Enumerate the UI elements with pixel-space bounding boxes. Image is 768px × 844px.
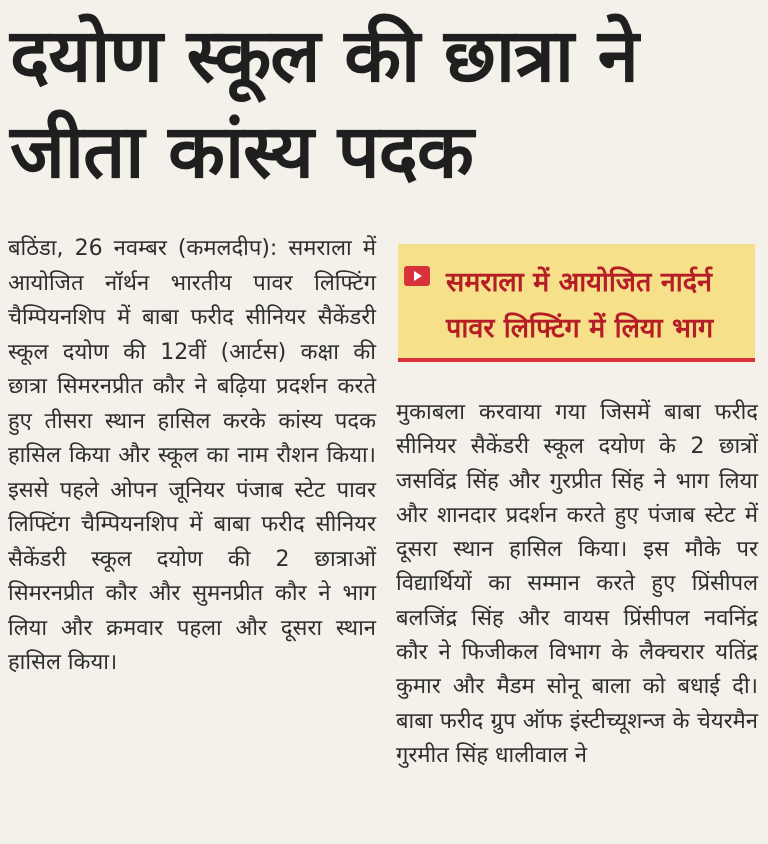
callout-line-1: समराला में आयोजित नार्दर्न (446, 267, 713, 298)
headline: दयोण स्कूल की छात्रा ने जीता कांस्य पदक (10, 13, 638, 195)
article-column-right (396, 396, 758, 773)
callout-box (398, 244, 755, 362)
callout-line-2: पावर लिफ्टिंग में लिया भाग (446, 313, 714, 344)
article-column-left (8, 232, 376, 681)
article-right-text: मुकाबला करवाया गया जिसमें बाबा फरीद सीनियर सैकेंडरी स्कूल दयोण के 2 छात्रों जसविंद्र सिंह और गुरप्रीत सिंह ने भाग लिया और शानदार प्रदर्शन करते हुए पंजाब स्टेट में दूसरा स्थान हासिल किया। इस मौके पर विद्यार्थियों का सम्मान करते हुए प्रिंसीपल बलजिंद्र सिंह और वायस प्रिंसीपल नवनिंद्र कौर ने फिजीकल विभाग के लैक्चरार यतिंद्र कुमार और मैडम सोनू बाला को बधाई दी। बाबा फरीद ग्रुप ऑफ इंस्टीच्यूशन्ज के चेयरमैन गुरमीत सिंह धालीवाल ने (396, 400, 758, 768)
play-icon (404, 266, 430, 286)
article-left-text: बठिंडा, 26 नवम्बर (कमलदीप): समराला में आयोजित नॉर्थन भारतीय पावर लिफ्टिंग चैम्पियनशिप में बाबा फरीद सीनियर सैकेंडरी स्कूल दयोण की 12वीं (आर्टस) कक्षा की छात्रा सिमरनप्रीत कौर ने बढ़िया प्रदर्शन करते हुए तीसरा स्थान हासिल करके कांस्य पदक हासिल किया और स्कूल का नाम रौशन किया। इससे पहले ओपन जूनियर पंजाब स्टेट पावर लिफ्टिंग चैम्पियनशिप में बाबा फरीद सीनियर सैकेंडरी स्कूल दयोण की 2 छात्राओं सिमरनप्रीत कौर और सुमनप्रीत कौर ने भाग लिया और क्रमवार पहला और दूसरा स्थान हासिल किया। (8, 236, 376, 675)
